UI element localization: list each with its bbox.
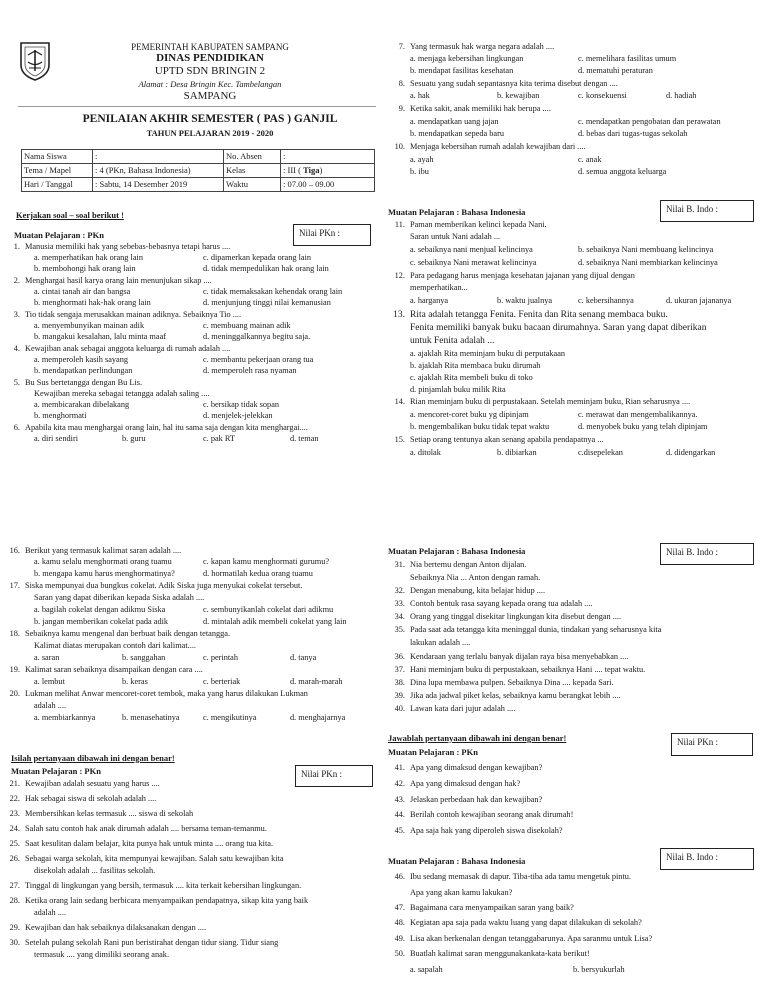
question-5: 5. Bu Sus bertetangga dengan Bu Lis. [13, 378, 143, 387]
question-34: 34. Orang yang tinggal disekitar lingkungan kita disebut dengan .... [394, 612, 622, 621]
option-1d[interactable]: d. tidak mempedulikan hak orang lain [203, 264, 329, 273]
score-box-bindo-3: Nilai B. Indo : [660, 848, 754, 870]
option-7c[interactable]: c. memelihara fasilitas umum [578, 54, 677, 63]
question-20: 20. Lukman melihat Anwar mencoret-coret tembok, maka yang harus dilakukan Lukman [9, 689, 308, 698]
question-29: 29. Kewajiban dan hak sebaiknya dilaksanakan dengan .... [9, 923, 207, 932]
question-32: 32. Dengan menabung, kita belajar hidup .... [394, 586, 546, 595]
class-suffix: ) [319, 165, 323, 176]
score-box-bindo-2: Nilai B. Indo : [660, 543, 754, 565]
question-28: 28. Ketika orang lain sedang berbicara menyampaikan pendapatnya, sikap kita yang baik [9, 896, 309, 905]
question-10: 10. Menjaga kebersihan rumah adalah kewajiban dari .... [394, 142, 586, 151]
option-12d[interactable]: d. ukuran jajananya [666, 296, 732, 305]
option-17c[interactable]: c. sembunyikanlah cokelat dari adikmu [203, 605, 334, 614]
option-14c[interactable]: c. merawat dan mengembalikannya. [578, 410, 698, 419]
question-45: 45. Apa saja hak yang diperoleh siswa disekolah? [394, 826, 563, 835]
option-10d[interactable]: d. semua anggota keluarga [578, 167, 667, 176]
option-20b[interactable]: b. menasehatinya [122, 713, 180, 722]
option-3b[interactable]: b. mangakui kesalahan, lalu minta maaf [34, 332, 167, 341]
option-19a[interactable]: a. lembut [34, 677, 65, 686]
section-bindo-2: Muatan Pelajaran : Bahasa Indonesia [388, 546, 526, 556]
question-30: 30. Setelah pulang sekolah Rani pun beristirahat dengan tidur siang. Tidur siang [9, 938, 279, 947]
option-2b[interactable]: b. menghormati hak-hak orang lain [34, 298, 151, 307]
instruction-essay: Jawablah pertanyaan dibawah ini dengan benar! [388, 733, 567, 743]
question-46: 46. Ibu sedang memasak di dapur. Tiba-tiba ada tamu mengetuk pintu. [394, 872, 631, 881]
question-47: 47. Bagaimana cara menyampaikan saran yang baik? [394, 903, 574, 912]
question-7: 7. Yang termasuk hak warga negara adalah .... [398, 42, 555, 51]
section-pkn-3: Muatan Pelajaran : PKn [388, 747, 478, 757]
option-2c[interactable]: c. tidak memaksakan kehendak orang lain [203, 287, 343, 296]
option-8b[interactable]: b. kewajiban [497, 91, 540, 100]
option-13b[interactable]: b. ajaklah Rita membaca buku dirumah [410, 361, 541, 370]
value-class [281, 164, 375, 178]
question-18: 18. Sebaiknya kamu mengenal dan berbuat baik dengan tetangga. [9, 629, 231, 638]
question-26: 26. Sebagai warga sekolah, kita mempunyai kewajiban. Salah satu kewajiban kita [9, 854, 284, 863]
question-25: 25. Saat kesulitan dalam belajar, kita punya hak untuk minta .... orang tua kita. [9, 839, 274, 848]
option-10a[interactable]: a. ayah [410, 155, 434, 164]
score-box-pkn-2: Nilai PKn : [295, 765, 373, 787]
question-14: 14. Rian meminjam buku di perpustakaan. Setelah meminjam buku, Rian seharusnya .... [394, 397, 691, 406]
gov-name: PEMERINTAH KABUPATEN SAMPANG [131, 42, 289, 52]
option-18c[interactable]: c. perintah [203, 653, 239, 662]
label-theme: Tema / Mapel [22, 164, 93, 178]
option-6d[interactable]: d. teman [290, 434, 319, 443]
option-10c[interactable]: c. anak [578, 155, 602, 164]
option-6a[interactable]: a. diri sendiri [34, 434, 79, 443]
option-3a[interactable]: a. menyembunyikan mainan adik [34, 321, 145, 330]
option-9c[interactable]: c. mendapatkan pengobatan dan perawatan [578, 117, 721, 126]
option-12c[interactable]: c. kebersihannya [578, 296, 634, 305]
label-absen: No. Absen [224, 150, 281, 164]
option-1b[interactable]: b. membohongi hak orang lain [34, 264, 136, 273]
option-13c[interactable]: c. ajaklah Rita membeli buku di toko [410, 373, 533, 382]
option-8a[interactable]: a. hak [410, 91, 430, 100]
question-13-line3: untuk Fenita adalah ... [410, 336, 495, 346]
class-prefix: : III ( [283, 165, 304, 176]
option-7a[interactable]: a. menjaga kebersihan lingkungan [410, 54, 524, 63]
option-9a[interactable]: a. mendapatkan uang jajan [410, 117, 499, 126]
option-11d[interactable]: d. sebaiknya Nani membiarkan kelincinya [578, 258, 718, 267]
instruction-fill-in: Isilah pertanyaan dibawah ini dengan benar! [11, 753, 175, 763]
question-13-line2: Fenita memiliki banyak buku bacaan dirumahnya. Saran yang dapat diberikan [410, 323, 707, 333]
school-address: Alamat : Desa Bringin Kec. Tambelangan [138, 79, 282, 89]
question-31-line2: Sebaiknya Nia ... Anton dengan ramah. [410, 573, 541, 582]
question-31: 31. Nia bertemu dengan Anton dijalan. [394, 560, 527, 569]
question-9: 9. Ketika sakit, anak memiliki hak berupa .... [398, 104, 551, 113]
option-5a[interactable]: a. membicarakan dibelakang [34, 400, 130, 409]
option-17d[interactable]: d. mintalah adik membeli cokelat yang lain [203, 617, 347, 626]
label-name: Nama Siswa [22, 150, 93, 164]
question-40: 40. Lawan kata dari jujur adalah .... [394, 704, 516, 713]
question-27: 27. Tinggal di lingkungan yang bersih, termasuk .... kita terkait kebersihan lingkungan. [9, 881, 302, 890]
option-2a[interactable]: a. cintai tanah air dan bangsa [34, 287, 131, 296]
question-24: 24. Salah satu contoh hak anak dirumah adalah .... bersama teman-temanmu. [9, 824, 267, 833]
option-6b[interactable]: b. guru [122, 434, 146, 443]
question-4: 4. Kewajiban anak sebagai anggota keluarga di rumah adalah .... [13, 344, 231, 353]
question-19: 19. Kalimat saran sebaiknya disampaikan dengan cara .... [9, 665, 203, 674]
option-8d[interactable]: d. hadiah [666, 91, 697, 100]
option-4b[interactable]: b. mendapatkan perlindungan [34, 366, 133, 375]
option-9b[interactable]: b. mendapatkan sepeda baru [410, 129, 504, 138]
option-8c[interactable]: c. konsekuensi [578, 91, 627, 100]
question-12: 12. Para pedagang harus menjaga kesehatan jajanan yang dijual dengan [394, 271, 635, 280]
question-35-line2: lakukan adalah .... [410, 638, 471, 647]
value-name[interactable]: : [93, 150, 224, 164]
option-12a[interactable]: a. harganya [410, 296, 449, 305]
option-3d[interactable]: d. meninggalkannya begitu saja. [203, 332, 311, 341]
option-3c[interactable]: c. membuang mainan adik [203, 321, 291, 330]
option-14a[interactable]: a. mencoret-coret buku yg dipinjam [410, 410, 529, 419]
question-37: 37. Hani meminjam buku di perpustakaan, sebaiknya Hani .... tepat waktu. [394, 665, 646, 674]
header-divider [18, 106, 376, 107]
option-10b[interactable]: b. ibu [410, 167, 429, 176]
option-18a[interactable]: a. saran [34, 653, 60, 662]
question-2: 2. Menghargai hasil karya orang lain menunjukan sikap .... [13, 276, 212, 285]
question-42: 42. Apa yang dimaksud dengan hak? [394, 779, 521, 788]
regency-logo [19, 41, 51, 81]
option-15c[interactable]: c.disepelekan [578, 448, 623, 457]
option-50a: a. sapalah [410, 965, 443, 974]
section-bindo-1: Muatan Pelajaran : Bahasa Indonesia [388, 207, 526, 217]
option-5b[interactable]: b. menghormati [34, 411, 87, 420]
question-21: 21. Kewajiban adalah sesuatu yang harus .... [9, 779, 160, 788]
question-38: 38. Dina lupa membawa pulpen. Sebaiknya Dina .... kepada Sari. [394, 678, 614, 687]
option-16b[interactable]: b. mengapa kamu harus menghormatinya? [34, 569, 175, 578]
question-11-line2: Saran untuk Nani adalah ... [410, 232, 501, 241]
value-date: : Sabtu, 14 Desember 2019 [93, 178, 224, 192]
option-15b[interactable]: b. dibiarkan [497, 448, 537, 457]
question-35: 35. Pada saat ada tetangga kita meninggal dunia, tindakan yang seharusnya kita [394, 625, 662, 634]
question-28-line2: adalah .... [34, 908, 67, 917]
option-20a[interactable]: a. membiarkannya [34, 713, 96, 722]
option-11c[interactable]: c. sebaiknya Nani merawat kelincinya [410, 258, 537, 267]
option-14b[interactable]: b. mengembalikan buku tidak tepat waktu [410, 422, 550, 431]
option-5c[interactable]: c. bersikap tidak sopan [203, 400, 280, 409]
school-name: UPTD SDN BRINGIN 2 [154, 65, 266, 77]
student-info-table [21, 149, 375, 192]
option-13a[interactable]: a. ajaklah Rita meminjam buku di perputakaan [410, 349, 566, 358]
option-4d[interactable]: d. memperoleh rasa nyaman [203, 366, 297, 375]
option-4a[interactable]: a. memperoleh kasih sayang [34, 355, 129, 364]
section-bindo-3: Muatan Pelajaran : Bahasa Indonesia [388, 856, 526, 866]
question-44: 44. Berilah contoh kewajiban seorang anak dirumah! [394, 810, 574, 819]
option-15d[interactable]: d. didengarkan [666, 448, 716, 457]
department-name: DINAS PENDIDIKAN [156, 52, 264, 64]
academic-year: TAHUN PELAJARAN 2019 - 2020 [146, 128, 274, 138]
question-1: 1. Manusia memiliki hak yang sebebas-bebasnya tetapi harus .... [13, 242, 231, 251]
option-16d[interactable]: d. hormatilah kedua orang tuamu [203, 569, 313, 578]
score-box-pkn-1: Nilai PKn : [293, 224, 371, 246]
question-12-line2: memperhatikan... [410, 283, 468, 292]
score-box-bindo-1: Nilai B. Indo : [660, 200, 754, 222]
option-17b[interactable]: b. jangan memberikan cokelat pada adik [34, 617, 169, 626]
option-50b: b. bersyukurlah [573, 965, 625, 974]
question-11: 11. Paman memberikan kelinci kepada Nani. [394, 220, 547, 229]
option-15a[interactable]: a. ditolak [410, 448, 441, 457]
option-1a[interactable]: a. memperhatikan hak orang lain [34, 253, 143, 262]
question-17: 17. Siska mempunyai dua bungkus cokelat. Adik Siska juga menyukai cokelat tersebut. [9, 581, 303, 590]
option-18b[interactable]: b. sanggahan [122, 653, 166, 662]
instruction-multiple-choice: Kerjakan soal – soal berikut ! [16, 210, 124, 220]
option-16a[interactable]: a. kamu selalu menghormati orang tuamu [34, 557, 172, 566]
question-17-line2: Saran yang dapat diberikan kepada Siska adalah .... [34, 593, 205, 602]
question-36: 36. Kendaraan yang terlalu banyak dijalan raya bisa menyebabkan .... [394, 652, 629, 661]
class-word: Tiga [303, 165, 320, 176]
question-41: 41. Apa yang dimaksud dengan kewajiban? [394, 763, 543, 772]
option-11a[interactable]: a. sebaiknya nani menjual kelincinya [410, 245, 533, 254]
option-5d[interactable]: d. menjelek-jelekkan [203, 411, 273, 420]
question-49: 49. Lisa akan berkenalan dengan tetanggabarunya. Apa saranmu untuk Lisa? [394, 934, 653, 943]
option-20c[interactable]: c. mengikutinya [203, 713, 257, 722]
value-absen[interactable]: : [281, 150, 375, 164]
option-2d[interactable]: d. menjunjung tinggi nilai kemanusian [203, 298, 331, 307]
option-16c[interactable]: c. kapan kamu menghormati gurumu? [203, 557, 330, 566]
question-30-line2: termasuk .... yang dimiliki seorang anak. [34, 950, 170, 959]
question-8: 8. Sesuatu yang sudah sepantasnya kita terima disebut dengan .... [398, 79, 618, 88]
question-18-line2: Kalimat diatas merupakan contoh dari kalimat.... [34, 641, 196, 650]
option-6c[interactable]: c. pak RT [203, 434, 235, 443]
option-19b[interactable]: b. keras [122, 677, 148, 686]
question-13: 13. Rita adalah tetangga Fenita. Fenita dan Rita senang membaca buku. [393, 310, 668, 320]
section-pkn-2: Muatan Pelajaran : PKn [11, 766, 101, 776]
option-7d[interactable]: d. mematuhi peraturan [578, 66, 653, 75]
question-39: 39. Jika ada jadwal piket kelas, sebaiknya kamu berangkat lebih .... [394, 691, 621, 700]
value-time: : 07.00 – 09.00 [281, 178, 375, 192]
question-46-line2: Apa yang akan kamu lakukan? [410, 888, 513, 897]
question-33: 33. Contoh bentuk rasa sayang kepada orang tua adalah .... [394, 599, 593, 608]
city-name: SAMPANG [183, 90, 237, 102]
option-1c[interactable]: c. dipamerkan kepada orang lain [203, 253, 312, 262]
option-17a[interactable]: a. bagilah cokelat dengan adikmu Siska [34, 605, 166, 614]
option-13d[interactable]: d. pinjamlah buku milik Rita [410, 385, 506, 394]
question-15: 15. Setiap orang tentunya akan senang apabila pendapatnya ... [394, 435, 604, 444]
question-23: 23. Membersihkan kelas termasuk .... siswa di sekolah [9, 809, 194, 818]
option-19c[interactable]: c. berteriak [203, 677, 241, 686]
label-time: Waktu [224, 178, 281, 192]
score-box-pkn-3: Nilai PKn : [671, 733, 753, 756]
option-19d[interactable]: d. marah-marah [290, 677, 343, 686]
option-7b[interactable]: b. mendapat fasilitas kesehatan [410, 66, 514, 75]
option-18d[interactable]: d. tanya [290, 653, 317, 662]
question-50: 50. Buatlah kalimat saran menggunakankata-kata berikut! [394, 949, 590, 958]
option-11b[interactable]: b. sebaiknya Nani membuang kelincinya [578, 245, 714, 254]
question-3: 3. Tio tidak sengaja merusakkan mainan adiknya. Sebaiknya Tio .... [13, 310, 242, 319]
question-16: 16. Berikut yang termasuk kalimat saran adalah .... [9, 546, 182, 555]
option-14d[interactable]: d. menyobek buku yang telah dipinjam [578, 422, 708, 431]
question-26-line2: disekolah adalah ... fasilitas sekolah. [34, 866, 156, 875]
section-pkn-1: Muatan Pelajaran : PKn [14, 230, 104, 240]
value-theme: : 4 (PKn, Bahasa Indonesia) [93, 164, 224, 178]
label-class: Kelas [224, 164, 281, 178]
option-12b[interactable]: b. waktu jualnya [497, 296, 553, 305]
label-date: Hari / Tanggal [22, 178, 93, 192]
question-43: 43. Jelaskan perbedaan hak dan kewajiban? [394, 795, 543, 804]
question-48: 48. Kegiatan apa saja pada waktu luang yang dapat dilakukan di sekolah? [394, 918, 642, 927]
option-4c[interactable]: c. membantu pekerjaan orang tua [203, 355, 314, 364]
exam-title: PENILAIAN AKHIR SEMESTER ( PAS ) GANJIL [82, 113, 338, 125]
question-20-line2: adalah .... [34, 701, 67, 710]
question-6: 6. Apabila kita mau menghargai orang lain, hal itu sama saja dengan kita menghargai.... [13, 423, 308, 432]
question-5-line2: Kewajiban mereka sebagai tetangga adalah saling .... [34, 389, 210, 398]
option-20d[interactable]: d. menghajarnya [290, 713, 346, 722]
option-9d[interactable]: d. bebas dari tugas-tugas sekolah [578, 129, 688, 138]
question-22: 22. Hak sebagai siswa di sekolah adalah .... [9, 794, 157, 803]
